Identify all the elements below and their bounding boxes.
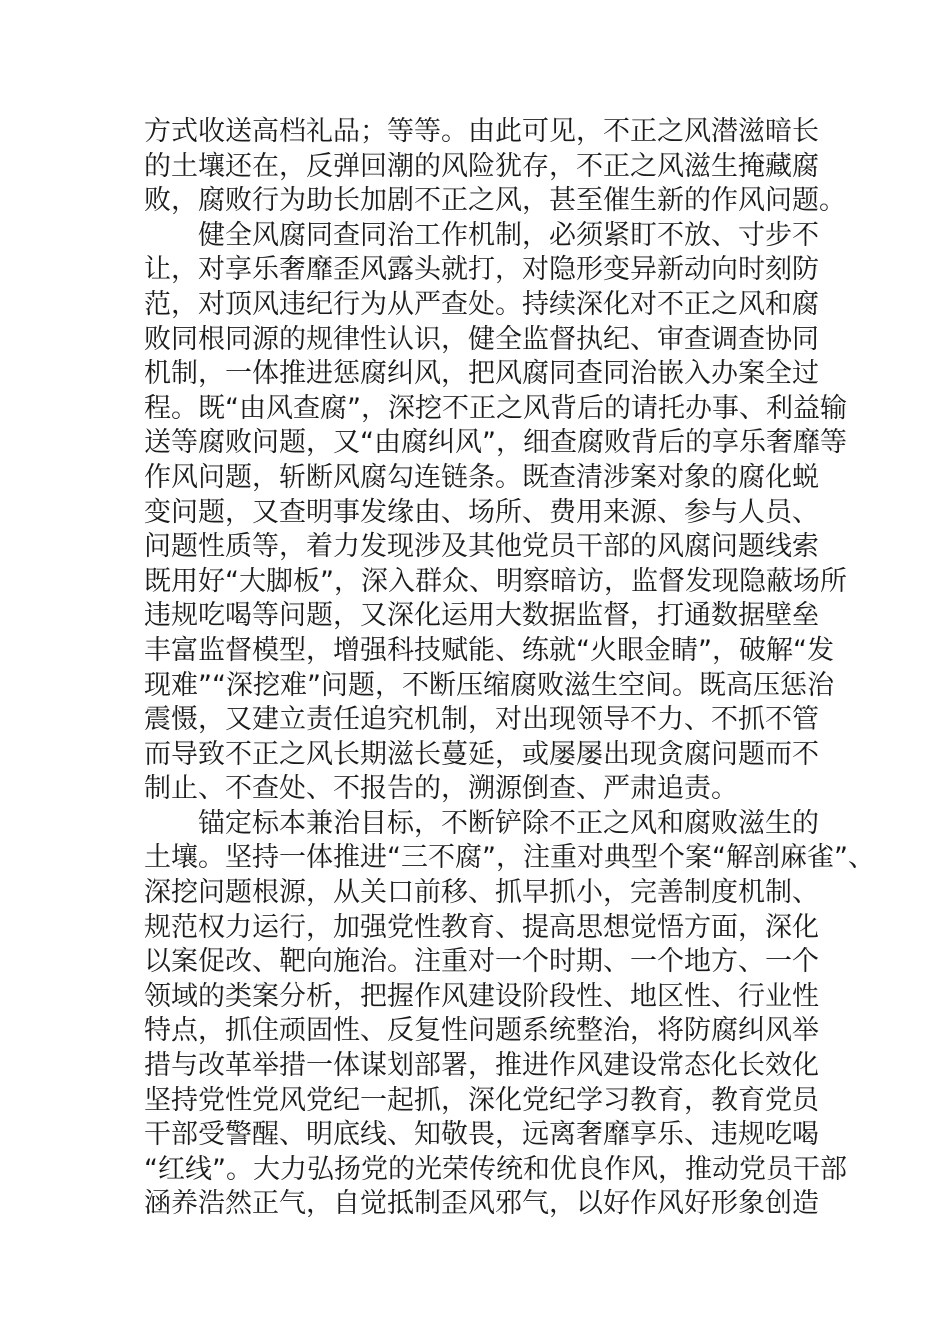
text-line: 坚持党性党风党纪一起抓，深化党纪学习教育，教育党员 xyxy=(144,1084,819,1116)
text-line: 深挖问题根源，从关口前移、抓早抓小，完善制度机制、 xyxy=(144,877,819,909)
text-line: 方式收送高档礼品；等等。由此可见，不正之风潜滋暗长 xyxy=(144,116,819,147)
text-line: 问题性质等，着力发现涉及其他党员干部的风腐问题线索 xyxy=(144,531,819,563)
text-line: 范，对顶风违纪行为从严查处。持续深化对不正之风和腐 xyxy=(144,288,819,320)
text-line: 规范权力运行，加强党性教育、提高思想觉悟方面，深化 xyxy=(144,911,819,943)
text-line: 而导致不正之风长期滋长蔓延，或屡屡出现贪腐问题而不 xyxy=(144,738,819,770)
text-line: 作风问题，斩断风腐勾连链条。既查清涉案对象的腐化蜕 xyxy=(144,461,819,493)
text-line: 特点，抓住顽固性、反复性问题系统整治，将防腐纠风举 xyxy=(144,1015,819,1047)
text-line: 机制，一体推进惩腐纠风，把风腐同查同治嵌入办案全过 xyxy=(144,358,819,390)
text-line: 让，对享乐奢靡歪风露头就打，对隐形变异新动向时刻防 xyxy=(144,254,819,286)
body-text xyxy=(144,115,875,1222)
text-line: 败同根同源的规律性认识，健全监督执纪、审查调查协同 xyxy=(144,323,819,355)
text-line: “红线”。大力弘扬党的光荣传统和优良作风，推动党员干部 xyxy=(144,1153,847,1185)
text-line: 程。既“由风查腐”，深挖不正之风背后的请托办事、利益输 xyxy=(144,392,847,424)
text-line: 送等腐败问题，又“由腐纠风”，细查腐败背后的享乐奢靡等 xyxy=(144,427,847,459)
text-line: 干部受警醒、明底线、知敬畏，远离奢靡享乐、违规吃喝 xyxy=(144,1119,819,1151)
text-line: 违规吃喝等问题，又深化运用大数据监督，打通数据壁垒 xyxy=(144,600,819,632)
text-line: 健全风腐同查同治工作机制，必须紧盯不放、寸步不 xyxy=(144,219,819,251)
text-line: 锚定标本兼治目标，不断铲除不正之风和腐败滋生的 xyxy=(144,807,819,839)
text-line: 震慑，又建立责任追究机制，对出现领导不力、不抓不管 xyxy=(144,704,819,736)
text-line: 措与改革举措一体谋划部署，推进作风建设常态化长效化 xyxy=(144,1050,819,1082)
text-line: 涵养浩然正气，自觉抵制歪风邪气，以好作风好形象创造 xyxy=(144,1188,819,1220)
text-line: 变问题，又查明事发缘由、场所、费用来源、参与人员、 xyxy=(144,496,819,528)
text-line: 以案促改、靶向施治。注重对一个时期、一个地方、一个 xyxy=(144,946,819,978)
text-line: 败，腐败行为助长加剧不正之风，甚至催生新的作风问题。 xyxy=(144,185,846,217)
text-line: 丰富监督模型，增强科技赋能、练就“火眼金睛”，破解“发 xyxy=(144,634,834,666)
text-line: 的土壤还在，反弹回潮的风险犹存，不正之风滋生掩藏腐 xyxy=(144,150,819,182)
text-line: 现难”“深挖难”问题，不断压缩腐败滋生空间。既高压惩治 xyxy=(144,669,834,701)
text-line: 制止、不查处、不报告的，溯源倒查、严肃追责。 xyxy=(144,773,738,805)
text-line: 领域的类案分析，把握作风建设阶段性、地区性、行业性 xyxy=(144,980,819,1012)
text-line: 土壤。坚持一体推进“三不腐”，注重对典型个案“解剖麻雀”、 xyxy=(144,842,875,874)
text-line: 既用好“大脚板”，深入群众、明察暗访，监督发现隐蔽场所 xyxy=(144,565,847,597)
